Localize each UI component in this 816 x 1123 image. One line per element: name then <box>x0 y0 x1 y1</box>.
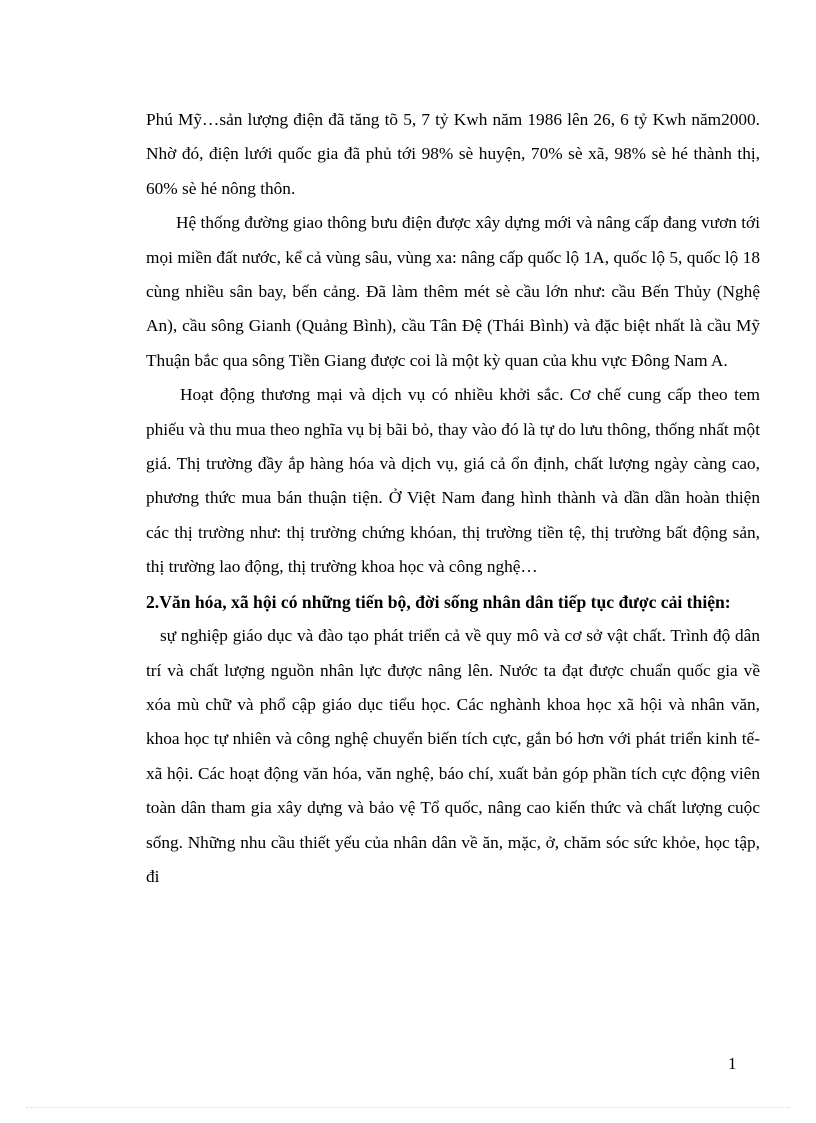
paragraph-electricity: Phú Mỹ…sản lượng điện đã tăng tõ 5, 7 tỷ Kwh năm 1986 lên 26, 6 tỷ Kwh năm2000. Nhờ đó, điện lưới quốc gia đã phủ tới 98% sè huyện, 70% sè xã, 98% sè hé thành thị, 60% sè hé nông thôn. <box>146 110 760 198</box>
paragraph-trade: Hoạt động thương mại và dịch vụ có nhiều khởi sắc. Cơ chế cung cấp theo tem phiếu và thu mua theo nghĩa vụ bị bãi bỏ, thay vào đó là tự do lưu thông, thống nhất một giá. Thị trường đầy ắp hàng hóa và dịch vụ, giá cả ổn định, chất lượng ngày càng cao, phương thức mua bán thuận tiện. Ở Việt Nam đang hình thành và dần dần hoàn thiện các thị trường như: thị trường chứng khóan, thị trường tiền tệ, thị trường bất động sản, thị trường lao động, thị trường khoa học và công nghệ… <box>146 385 760 577</box>
paragraph-transport: Hệ thống đường giao thông bưu điện được xây dựng mới và nâng cấp đang vươn tới mọi miền đất nước, kể cả vùng sâu, vùng xa: nâng cấp quốc lộ 1A, quốc lộ 5, quốc lộ 18 cùng nhiều sân bay, bến cảng. Đã làm thêm mét sè cầu lớn như: cầu Bến Thủy (Nghệ An), cầu sông Gianh (Quảng Bình), cầu Tân Đệ (Thái Bình) và đặc biệt nhất là cầu Mỹ Thuận bắc qua sông Tiền Giang được coi là một kỳ quan của khu vực Đông Nam A. <box>146 213 760 370</box>
document-body <box>146 103 760 894</box>
section-heading: 2.Văn hóa, xã hội có những tiến bộ, đời sống nhân dân tiếp tục được cải thiện: <box>146 591 731 612</box>
footer-divider <box>26 1107 790 1108</box>
page-number: 1 <box>728 1054 737 1073</box>
paragraph-education: sự nghiệp giáo dục và đào tạo phát triển cả về quy mô và cơ sở vật chất. Trình độ dân trí và chất lượng nguồn nhân lực được nâng lên. Nước ta đạt được chuẩn quốc gia về xóa mù chữ và phổ cập giáo dục tiểu học. Các nghành khoa học xã hội và nhân văn, khoa học tự nhiên và công nghệ chuyển biến tích cực, gắn bó hơn với phát triển kinh tế- xã hội. Các hoạt động văn hóa, văn nghệ, báo chí, xuất bản góp phần tích cực động viên toàn dân tham gia xây dựng và bảo vệ Tổ quốc, nâng cao kiến thức và chất lượng cuộc sống. Những nhu cầu thiết yếu của nhân dân về ăn, mặc, ở, chăm sóc sức khỏe, học tập, đi <box>146 626 760 886</box>
